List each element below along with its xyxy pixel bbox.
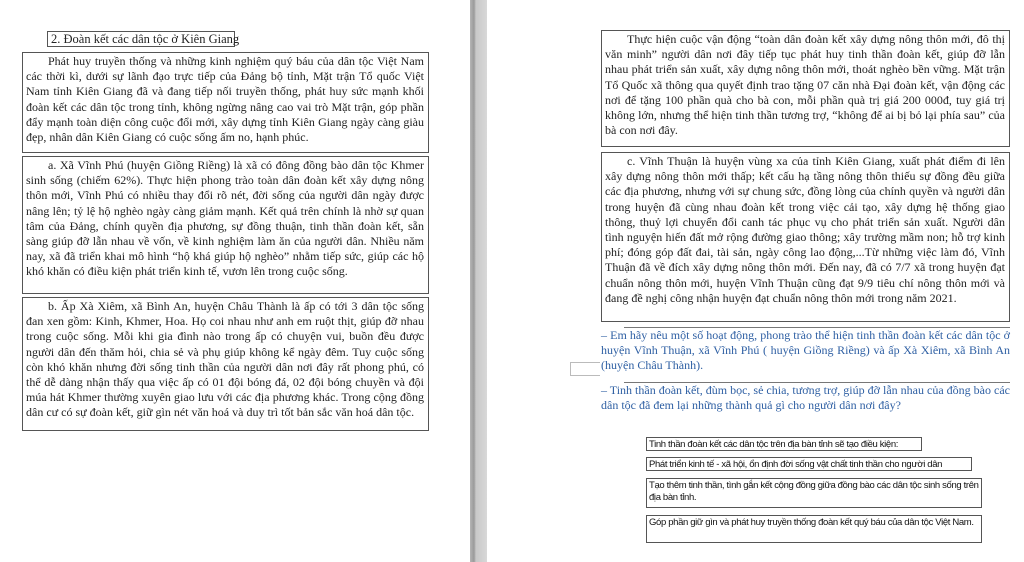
answer-3: Tạo thêm tinh thần, tình gắn kết cộng đồng giữa đồng bào các dân tộc sinh sống trên địa bàn tỉnh. xyxy=(646,478,982,508)
question-1-top-border xyxy=(624,327,1010,328)
section-heading: 2. Đoàn kết các dân tộc ở Kiên Giang xyxy=(47,31,235,47)
question-1-text: Em hãy nêu một số hoạt động, phong trào thể hiện tinh thần đoàn kết các dân tộc ở huyện Vĩnh Thuận, xã Vĩnh Phú ( huyện Giồng Riềng) và ấp Xà Xiêm, xã Bình An (huyện Châu Thành). xyxy=(601,328,1010,373)
question-2 xyxy=(601,383,1010,413)
question-2-bullet: – xyxy=(601,383,607,397)
page-gutter xyxy=(470,0,487,562)
question-1-bullet: – xyxy=(601,328,607,342)
selection-marker xyxy=(570,362,600,376)
question-2-text: Tinh thần đoàn kết, đùm bọc, sẻ chia, tương trợ, giúp đỡ lẫn nhau của đồng bào các dân tộc đã đem lại những thành quả gì cho người dân nơi đây? xyxy=(601,383,1010,413)
answer-4: Góp phần giữ gìn và phát huy truyền thống đoàn kết quý báu của dân tộc Việt Nam. xyxy=(646,515,982,543)
paragraph-intro: Phát huy truyền thống và những kinh nghiệm quý báu của dân tộc Việt Nam các thời kì, dưới sự lãnh đạo trực tiếp của Đảng bộ tỉnh, Mặt trận Tổ quốc Việt Nam tỉnh Kiên Giang đã và đang tiếp nối truyền thống, phát huy sức mạnh khối đoàn kết các dân tộc trong tỉnh, không ngừng nâng cao vai trò Mặt trận, góp phần đẩy mạnh toàn diện công cuộc đổi mới, xây dựng tỉnh Kiên Giang ngày càng giàu đẹp, nhân dân Kiên Giang có cuộc sống ấm no, hạnh phúc. xyxy=(22,52,429,153)
left-page xyxy=(0,0,470,562)
paragraph-vinh-thuan: c. Vĩnh Thuận là huyện vùng xa của tỉnh Kiên Giang, xuất phát điểm đi lên xây dựng nông thôn mới thấp; kết cấu hạ tầng nông thôn thiếu sự đồng đều giữa các địa phương, nhưng với sự chung sức, đồng lòng của chính quyền và người dân trong huyện đã cùng nhau đoàn kết trong việc cải tạo, xây dựng hệ thống giao thông, thuỷ lợi chuyển đổi canh tác phục vụ cho phát triển sản xuất. Người dân tình nguyện hiến đất mở rộng đường giao thông; xây trường mầm non; hỗ trợ kinh phí; đóng góp đất đai, tài sản, ngày công lao động,...Từ những việc làm đó, Vĩnh Thuận đã về đích xây dựng nông thôn mới. Đến nay, đã có 7/7 xã trong huyện đạt chuẩn nông thôn mới, huyện Vĩnh Thuận cũng đạt 9/9 tiêu chí nông thôn mới và đang đề nghị công nhận huyện đạt chuẩn nông thôn mới trong năm 2021. xyxy=(601,152,1010,322)
paragraph-xa-xiem: b. Ấp Xà Xiêm, xã Bình An, huyện Châu Thành là ấp có tới 3 dân tộc sống đan xen gồm: Kinh, Khmer, Hoa. Họ coi nhau như anh em ruột thịt, giúp đỡ nhau trong cuộc sống. Mỗi khi gia đình nào trong ấp có chuyện vui, buồn đều được người dân đến thăm hỏi, chia sẻ và phụ giúp không kể ngày đêm. Tuy cuộc sống còn khó khăn nhưng đời sống tinh thần của người dân nơi đây rất phong phú, có thể dễ dàng nhận thấy qua việc ấp có 01 đội bóng đá, 02 đội bóng chuyền và đội múa hát Khmer thường xuyên giao lưu với các địa phương khác. Trong cộng đồng dân cư có sự đoàn kết, giữ gìn nét văn hoá và duy trì tốt bản sắc văn hoá dân tộc. xyxy=(22,297,429,431)
answer-1: Tinh thần đoàn kết các dân tộc trên địa bàn tỉnh sẽ tạo điều kiện: xyxy=(646,437,922,451)
paragraph-vinh-phu: a. Xã Vĩnh Phú (huyện Giồng Riềng) là xã có đông đồng bào dân tộc Khmer sinh sống (chiếm 62%). Thực hiện phong trào toàn dân đoàn kết xây dựng nông thôn mới, Vĩnh Phú có nhiều thay đổi rõ nét, đời sống của người dân ngày được nâng lên; tỷ lệ hộ nghèo ngày càng giảm mạnh. Kết quả trên chính là nhờ sự quan tâm của Đảng, chính quyền địa phương, sự đồng thuận, tinh thần đoàn kết, sẵn sàng giúp đỡ lẫn nhau về vốn, về kinh nghiệm làm ăn của người dân. Nhiều năm nay, xã đã triển khai mô hình “hộ khá giúp hộ nghèo” nhằm tiếp sức, giúp các hộ khó khăn có điều kiện phát triển kinh tế, vươn lên trong cuộc sống. xyxy=(22,156,429,294)
answer-2: Phát triển kinh tế - xã hội, ổn định đời sống vật chất tinh thần cho người dân xyxy=(646,457,972,471)
paragraph-xa-xiem-continued: Thực hiện cuộc vận động “toàn dân đoàn kết xây dựng nông thôn mới, đô thị văn minh” người dân nơi đây tiếp tục phát huy tinh thần đoàn kết, giúp đỡ lẫn nhau phát triển sản xuất, xây dựng nông thôn mới, thoát nghèo bền vững. Mặt trận Tổ Quốc xã thông qua quyết định trao tặng 07 căn nhà Đại đoàn kết, vận động các nơi để tặng 100 phần quà cho bà con, mỗi phần quà trị giá 200 000đ, tuy giá trị không lớn, nhưng thể hiện tinh thần tương trợ, “không để ai bị bỏ lại phía sau” của bà con nơi đây. xyxy=(601,30,1010,147)
question-1 xyxy=(601,328,1010,374)
question-2-top-border xyxy=(624,382,1010,383)
